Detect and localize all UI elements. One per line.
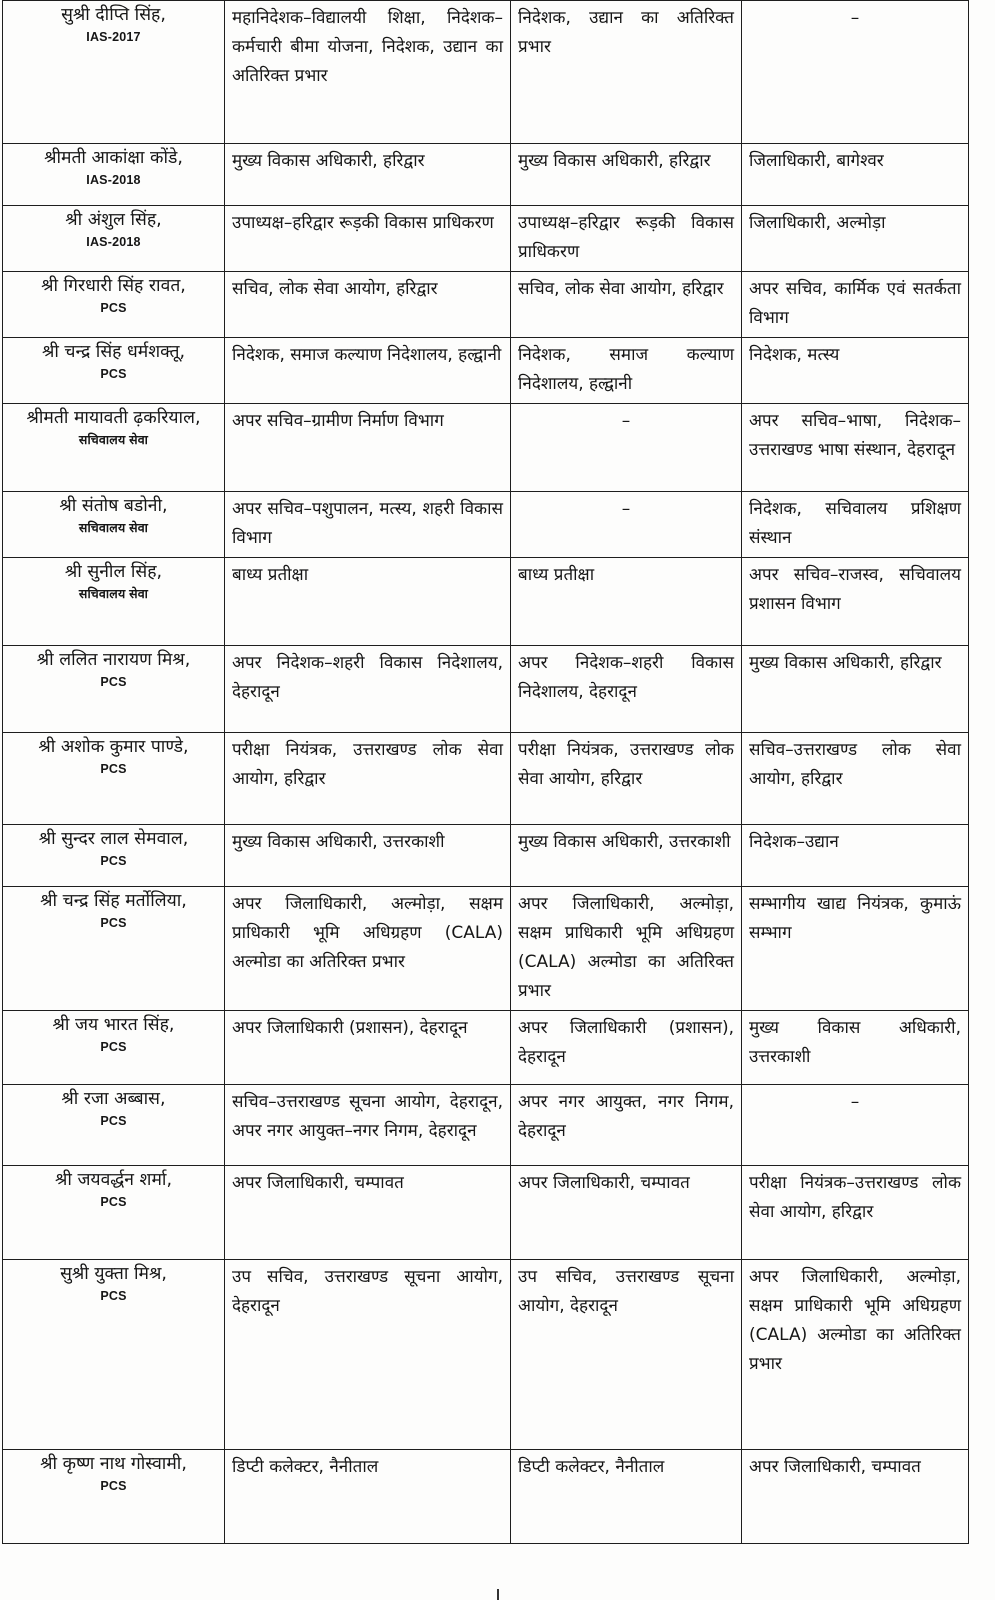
- relieved-post-cell: बाध्य प्रतीक्षा: [511, 558, 742, 646]
- new-post-cell: –: [742, 1, 969, 144]
- table-row: [3, 1166, 969, 1260]
- officer-cell: [3, 558, 225, 646]
- new-post-cell: जिलाधिकारी, बागेश्वर: [742, 144, 969, 206]
- table-row: [3, 825, 969, 887]
- new-post-cell: सम्भागीय खाद्य नियंत्रक, कुमाऊं सम्भाग: [742, 887, 969, 1011]
- relieved-post-cell: परीक्षा नियंत्रक, उत्तराखण्ड लोक सेवा आयोग, हरिद्वार: [511, 733, 742, 825]
- new-post-cell: अपर सचिव, कार्मिक एवं सतर्कता विभाग: [742, 272, 969, 338]
- current-post-cell: उपाध्यक्ष–हरिद्वार रूड़की विकास प्राधिकरण: [225, 206, 511, 272]
- officer-cell: [3, 206, 225, 272]
- current-post-cell: अपर जिलाधिकारी (प्रशासन), देहरादून: [225, 1011, 511, 1085]
- table-row: [3, 1, 969, 144]
- relieved-post-cell: अपर जिलाधिकारी (प्रशासन), देहरादून: [511, 1011, 742, 1085]
- officer-cell: [3, 404, 225, 492]
- relieved-post-cell: सचिव, लोक सेवा आयोग, हरिद्वार: [511, 272, 742, 338]
- officer-service: PCS: [100, 1114, 127, 1128]
- officer-name: श्रीमती मायावती ढ़करियाल,: [26, 408, 201, 428]
- new-post-cell: अपर सचिव–राजस्व, सचिवालय प्रशासन विभाग: [742, 558, 969, 646]
- officer-cell: [3, 825, 225, 887]
- relieved-post-cell: मुख्य विकास अधिकारी, हरिद्वार: [511, 144, 742, 206]
- officer-name: श्री जयवर्द्धन शर्मा,: [54, 1170, 173, 1190]
- new-post-cell: मुख्य विकास अधिकारी, हरिद्वार: [742, 646, 969, 733]
- current-post-cell: सचिव, लोक सेवा आयोग, हरिद्वार: [225, 272, 511, 338]
- new-post-cell: निदेशक, सचिवालय प्रशिक्षण संस्थान: [742, 492, 969, 558]
- officer-cell: [3, 1450, 225, 1544]
- new-post-cell: अपर जिलाधिकारी, चम्पावत: [742, 1450, 969, 1544]
- officer-name: श्री सुन्दर लाल सेमवाल,: [38, 829, 189, 849]
- officer-service: सचिवालय सेवा: [78, 587, 149, 601]
- officer-service: PCS: [100, 367, 127, 381]
- officer-cell: [3, 646, 225, 733]
- officer-service: PCS: [100, 762, 127, 776]
- officer-cell: [3, 272, 225, 338]
- table-row: [3, 733, 969, 825]
- officer-name: श्री गिरधारी सिंह रावत,: [41, 276, 186, 296]
- officer-service: PCS: [100, 916, 127, 930]
- relieved-post-cell: निदेशक, समाज कल्याण निदेशालय, हल्द्वानी: [511, 338, 742, 404]
- officer-name: सुश्री दीप्ति सिंह,: [61, 5, 166, 25]
- table-row: [3, 646, 969, 733]
- officer-cell: [3, 1, 225, 144]
- new-post-cell: अपर जिलाधिकारी, अल्मोड़ा, सक्षम प्राधिकारी भूमि अधिग्रहण (CALA) अल्मोडा का अतिरिक्त प्रभार: [742, 1260, 969, 1450]
- current-post-cell: बाध्य प्रतीक्षा: [225, 558, 511, 646]
- officer-name: श्री संतोष बडोनी,: [59, 496, 168, 516]
- officer-service: PCS: [100, 1040, 127, 1054]
- relieved-post-cell: अपर निदेशक–शहरी विकास निदेशालय, देहरादून: [511, 646, 742, 733]
- officer-service: PCS: [100, 301, 127, 315]
- officer-service: PCS: [100, 675, 127, 689]
- new-post-cell: मुख्य विकास अधिकारी, उत्तरकाशी: [742, 1011, 969, 1085]
- table-row: [3, 887, 969, 1011]
- officer-name: श्री ललित नारायण मिश्र,: [36, 650, 191, 670]
- current-post-cell: मुख्य विकास अधिकारी, हरिद्वार: [225, 144, 511, 206]
- table-row: [3, 1011, 969, 1085]
- current-post-cell: सचिव–उत्तराखण्ड सूचना आयोग, देहरादून, अपर नगर आयुक्त–नगर निगम, देहरादून: [225, 1085, 511, 1166]
- new-post-cell: अपर सचिव–भाषा, निदेशक–उत्तराखण्ड भाषा संस्थान, देहरादून: [742, 404, 969, 492]
- relieved-post-cell: –: [511, 492, 742, 558]
- officer-service: सचिवालय सेवा: [78, 521, 149, 535]
- relieved-post-cell: उप सचिव, उत्तराखण्ड सूचना आयोग, देहरादून: [511, 1260, 742, 1450]
- officer-service: IAS-2017: [86, 30, 141, 44]
- table-row: [3, 272, 969, 338]
- table-row: [3, 206, 969, 272]
- officer-name: श्री सुनील सिंह,: [64, 562, 163, 582]
- current-post-cell: अपर निदेशक–शहरी विकास निदेशालय, देहरादून: [225, 646, 511, 733]
- officer-cell: [3, 144, 225, 206]
- officer-name: श्रीमती आकांक्षा कोंडे,: [44, 148, 183, 168]
- officer-service: सचिवालय सेवा: [78, 433, 149, 447]
- officer-service: PCS: [100, 1195, 127, 1209]
- relieved-post-cell: डिप्टी कलेक्टर, नैनीताल: [511, 1450, 742, 1544]
- officer-name: श्री कृष्ण नाथ गोस्वामी,: [40, 1454, 187, 1474]
- current-post-cell: अपर जिलाधिकारी, चम्पावत: [225, 1166, 511, 1260]
- relieved-post-cell: अपर नगर आयुक्त, नगर निगम, देहरादून: [511, 1085, 742, 1166]
- new-post-cell: सचिव–उत्तराखण्ड लोक सेवा आयोग, हरिद्वार: [742, 733, 969, 825]
- officer-name: श्री अंशुल सिंह,: [65, 210, 162, 230]
- table-row: [3, 1085, 969, 1166]
- table-row: [3, 558, 969, 646]
- relieved-post-cell: उपाध्यक्ष–हरिद्वार रूड़की विकास प्राधिकरण: [511, 206, 742, 272]
- table-row: [3, 1450, 969, 1544]
- officer-name: श्री अशोक कुमार पाण्डे,: [38, 737, 189, 757]
- current-post-cell: महानिदेशक–विद्यालयी शिक्षा, निदेशक–कर्मचारी बीमा योजना, निदेशक, उद्यान का अतिरिक्त प्रभार: [225, 1, 511, 144]
- current-post-cell: डिप्टी कलेक्टर, नैनीताल: [225, 1450, 511, 1544]
- new-post-cell: निदेशक, मत्स्य: [742, 338, 969, 404]
- table-row: [3, 144, 969, 206]
- officer-cell: [3, 1085, 225, 1166]
- officer-service: IAS-2018: [86, 173, 141, 187]
- officer-name: श्री रजा अब्बास,: [61, 1089, 166, 1109]
- current-post-cell: परीक्षा नियंत्रक, उत्तराखण्ड लोक सेवा आयोग, हरिद्वार: [225, 733, 511, 825]
- officer-name: श्री चन्द्र सिंह धर्मशक्तू,: [41, 342, 186, 362]
- officer-name: श्री चन्द्र सिंह मर्तोलिया,: [40, 891, 187, 911]
- officer-cell: [3, 1260, 225, 1450]
- officer-cell: [3, 1166, 225, 1260]
- table-row: [3, 404, 969, 492]
- relieved-post-cell: अपर जिलाधिकारी, चम्पावत: [511, 1166, 742, 1260]
- relieved-post-cell: मुख्य विकास अधिकारी, उत्तरकाशी: [511, 825, 742, 887]
- officer-cell: [3, 338, 225, 404]
- new-post-cell: जिलाधिकारी, अल्मोड़ा: [742, 206, 969, 272]
- officer-service: PCS: [100, 1289, 127, 1303]
- officer-cell: [3, 492, 225, 558]
- current-post-cell: अपर सचिव–पशुपालन, मत्स्य, शहरी विकास विभाग: [225, 492, 511, 558]
- table-row: [3, 1260, 969, 1450]
- posting-table: [2, 0, 969, 1544]
- current-post-cell: उप सचिव, उत्तराखण्ड सूचना आयोग, देहरादून: [225, 1260, 511, 1450]
- relieved-post-cell: अपर जिलाधिकारी, अल्मोड़ा, सक्षम प्राधिकारी भूमि अधिग्रहण (CALA) अल्मोडा का अतिरिक्त प्रभार: [511, 887, 742, 1011]
- table-row: [3, 492, 969, 558]
- officer-name: श्री जय भारत सिंह,: [52, 1015, 175, 1035]
- table-row: [3, 338, 969, 404]
- officer-cell: [3, 887, 225, 1011]
- relieved-post-cell: –: [511, 404, 742, 492]
- officer-service: PCS: [100, 854, 127, 868]
- officer-cell: [3, 733, 225, 825]
- new-post-cell: निदेशक–उद्यान: [742, 825, 969, 887]
- current-post-cell: मुख्य विकास अधिकारी, उत्तरकाशी: [225, 825, 511, 887]
- officer-service: PCS: [100, 1479, 127, 1493]
- page-mark: [497, 1589, 499, 1600]
- current-post-cell: अपर सचिव–ग्रामीण निर्माण विभाग: [225, 404, 511, 492]
- new-post-cell: परीक्षा नियंत्रक–उत्तराखण्ड लोक सेवा आयोग, हरिद्वार: [742, 1166, 969, 1260]
- officer-cell: [3, 1011, 225, 1085]
- new-post-cell: –: [742, 1085, 969, 1166]
- officer-service: IAS-2018: [86, 235, 141, 249]
- officer-name: सुश्री युक्ता मिश्र,: [60, 1264, 167, 1284]
- current-post-cell: निदेशक, समाज कल्याण निदेशालय, हल्द्वानी: [225, 338, 511, 404]
- current-post-cell: अपर जिलाधिकारी, अल्मोड़ा, सक्षम प्राधिकारी भूमि अधिग्रहण (CALA) अल्मोडा का अतिरिक्त प्रभार: [225, 887, 511, 1011]
- relieved-post-cell: निदेशक, उद्यान का अतिरिक्त प्रभार: [511, 1, 742, 144]
